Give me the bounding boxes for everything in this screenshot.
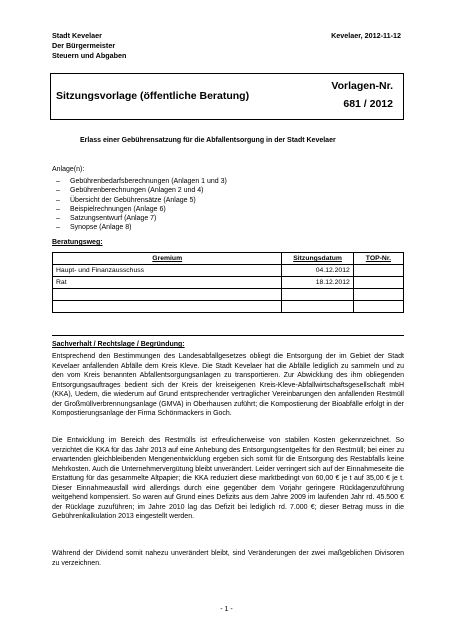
column-header-top: TOP-Nr. (353, 253, 403, 265)
consultation-table (52, 252, 404, 313)
table-row (53, 289, 404, 301)
section-divider (52, 335, 404, 336)
list-item: – Beispielrechnungen (Anlage 6) (52, 205, 227, 214)
committee-cell: Rat (53, 277, 282, 289)
top-cell (353, 289, 403, 301)
org-office: Der Bürgermeister (52, 41, 116, 50)
date-cell: 04.12.2012 (282, 265, 353, 277)
list-item: – Satzungsentwurf (Anlage 7) (52, 214, 227, 223)
org-name: Stadt Kevelaer (52, 31, 102, 40)
letterhead (52, 31, 126, 61)
table-row (53, 277, 404, 289)
list-item: – Übersicht der Gebührensätze (Anlage 5) (52, 196, 227, 205)
top-cell (353, 277, 403, 289)
committee-cell (53, 301, 282, 313)
column-header-committee: Gremium (53, 253, 282, 265)
facts-paragraph-1: Entsprechend den Bestimmungen des Landesabfallgesetzes obliegt die Entsorgung der im Gebiet der Stadt Kevelaer anfallenden Abfälle dem Kreis Kleve. Die Stadt Kevelaer hat die Abfälle lediglich zu sammeln und zu den vom Kreis benannten Abfallentsorgungsanlagen zu transportieren. Zur Abwicklung des ihm obliegenden Entsorgungsauftrages bedient sich der Kreis der kreiseigenen Kreis-Kleve-Abfallwirtschaftsgesellschaft mbH (KKA), Uedem, die wiederum auf Grund entsprechender vertraglicher Vereinbarungen den anfallenden Restmüll der Großmüllverbrennungsanlage (GMVA) in Oberhausen zuführt; die Kompostierung der Bioabfälle erfolgt in der Kompostierungsanlage der Firma Schönmackers in Goch. (52, 353, 404, 418)
document-title: Sitzungsvorlage (öffentliche Beratung) (56, 90, 250, 102)
attachments-heading: Anlage(n): (52, 166, 85, 173)
consultation-heading: Beratungsweg: (52, 239, 103, 246)
attachments-list (52, 177, 227, 233)
committee-cell: Haupt- und Finanzausschuss (53, 265, 282, 277)
subject-line: Erlass einer Gebührensatzung für die Abfallentsorgung in der Stadt Kevelaer (80, 137, 336, 144)
vorlage-number-label: Vorlagen-Nr. (331, 80, 393, 92)
committee-cell (53, 289, 282, 301)
list-item: – Synopse (Anlage 8) (52, 223, 227, 232)
place-date: Kevelaer, 2012-11-12 (331, 31, 401, 40)
page-number: - 1 - (220, 606, 233, 613)
table-header-row (53, 253, 404, 265)
top-cell (353, 265, 403, 277)
facts-paragraph-2: Die Entwicklung im Bereich des Restmülls ist erfreulicherweise von stabilen Kosten gekennzeichnet. So verzichtet die KKA für das Jahr 2013 auf eine Anhebung des Entsorgungsentgeltes für den Restmüll; bei einer zu erwartenden gleichbleibenden Mengenentwicklung ergeben sich somit für die Entsorgung des Restabfalls keine Mehrkosten. Auch die Unternehmervergütung bleibt unverändert. Leider verringert sich auf der Einnahmeseite die Erstattung für das gesammelte Altpapier; die KKA reduziert diese marktbedingt von 60,00 € je t auf 35,00 € je t. Dieser Einnahmeausfall wird allerdings durch eine gegenüber dem Vorjahr geringere Rücklagenzuführung weitgehend kompensiert. So waren auf Grund eines Defizits aus dem Jahre 2009 im laufenden Jahr rd. 45.500 € der Rücklage zuzuführen; im Jahre 2010 lag das Defizit bei lediglich rd. 7.000 €; dieser Betrag muss in die Gebührenkalkulation 2013 eingestellt werden. (52, 437, 404, 521)
org-department: Steuern und Abgaben (52, 51, 127, 60)
table-row (53, 301, 404, 313)
date-cell (282, 289, 353, 301)
facts-heading: Sachverhalt / Rechtslage / Begründung: (52, 341, 185, 348)
list-item: – Gebührenberechnungen (Anlagen 2 und 4) (52, 186, 227, 195)
date-cell: 18.12.2012 (282, 277, 353, 289)
facts-paragraph-3: Während der Dividend somit nahezu unverändert bleibt, sind Veränderungen der zwei maßgeblichen Divisoren zu verzeichnen. (52, 550, 404, 567)
vorlage-number: 681 / 2012 (343, 98, 393, 110)
table-row (53, 265, 404, 277)
list-item: – Gebührenbedarfsberechnungen (Anlagen 1 und 3) (52, 177, 227, 186)
top-cell (353, 301, 403, 313)
column-header-date: Sitzungsdatum (282, 253, 353, 265)
date-cell (282, 301, 353, 313)
